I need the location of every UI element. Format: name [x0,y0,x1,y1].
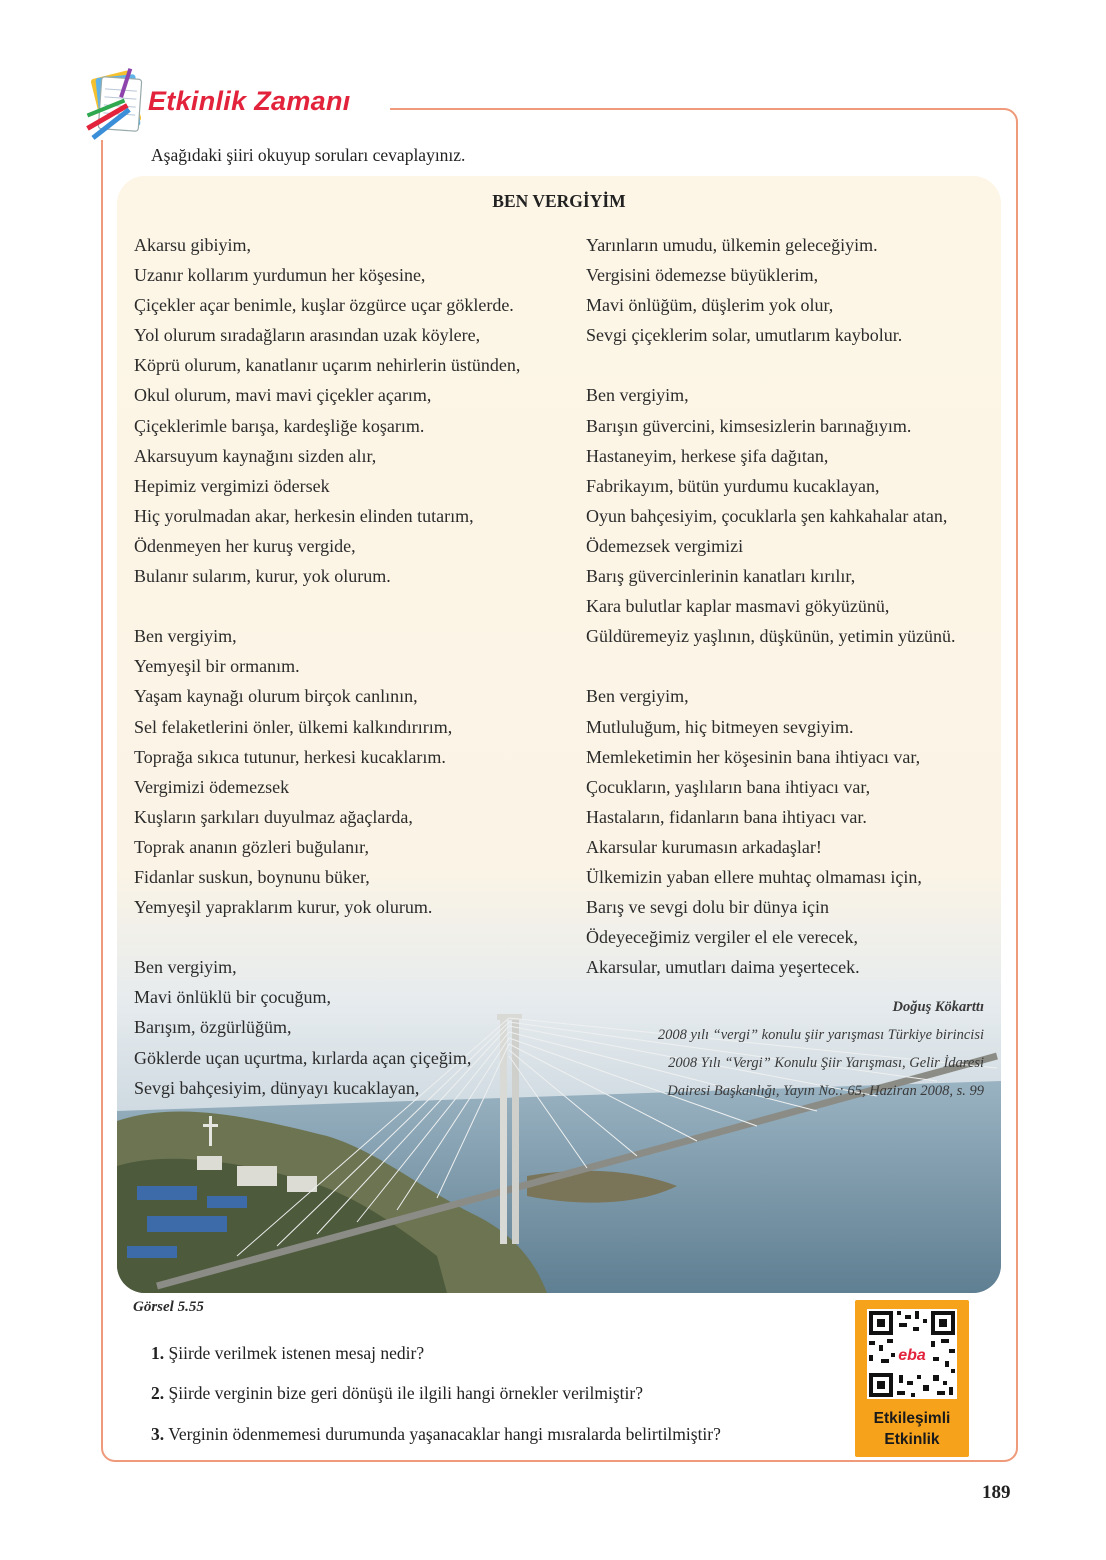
poem-line: Hastaneyim, herkese şifa dağıtan, [586,445,829,466]
poem-line: Memleketimin her köşesinin bana ihtiyacı var, [586,746,921,767]
poem-line: Okul olurum, mavi mavi çiçekler açarım, [134,385,432,406]
poem-line: Vergisini ödemezse büyüklerim, [586,265,819,286]
poem-line [134,922,520,952]
poem-line: Mutluluğum, hiç bitmeyen sevgiyim. [586,716,854,737]
question-text: Verginin ödenmemesi durumunda yaşanacaklar hangi mısralarda belirtilmiştir? [168,1424,721,1444]
poem-line: Yemyeşil yapraklarım kurur, yok olurum. [134,897,433,918]
poem-line: Fidanlar suskun, boynunu büker, [134,866,370,887]
poem-left-column [134,230,520,1103]
poem-line: Göklerde uçan uçurtma, kırlarda açan çiçeğim, [134,1047,472,1068]
poem-line: Bulanır sularım, kurur, yok olurum. [134,566,391,587]
activity-title: Etkinlik Zamanı [148,86,351,116]
poem-line: Hastaların, fidanların bana ihtiyacı var. [586,806,867,827]
poem-line: Ödeyeceğimiz vergiler el ele verecek, [586,927,859,948]
eba-logo: eba [898,1347,926,1364]
question-number: 3. [151,1424,165,1444]
poem-title: BEN VERGİYİM [492,191,626,211]
poem-line: Akarsuyum kaynağını sizden alır, [134,445,377,466]
source-line: 2008 Yılı “Vergi” Konulu Şiir Yarışması, Gelir İdaresi [668,1055,984,1071]
source-line: 2008 yılı “vergi” konulu şiir yarışması Türkiye birincisi [657,1027,984,1043]
question-text: Şiirde verginin bize geri dönüşü ile ilgili hangi örnekler verilmiştir? [168,1383,643,1403]
poem-line: Sel felaketlerini önler, ülkemi kalkındırırım, [134,716,453,737]
page-number: 189 [982,1482,1011,1503]
poem-line: Akarsu gibiyim, [134,235,251,255]
poem-line: Toprağa sıkıca tutunur, herkesi kucaklarım. [134,746,446,767]
qr-label-line2: Etkinlik [884,1431,940,1448]
poem-line: Mavi önlüğüm, düşlerim yok olur, [586,295,834,316]
poem-line: Akarsular, umutları daima yeşertecek. [586,957,860,978]
poem-line: Yaşam kaynağı olurum birçok canlının, [134,686,418,707]
poem-line: Sevgi bahçesiyim, dünyayı kucaklayan, [134,1077,420,1098]
poem-line: Kara bulutlar kaplar masmavi gökyüzünü, [586,596,890,617]
poem-line: Barış güvercinlerinin kanatları kırılır, [586,566,856,587]
poem-author: Doğuş Kökarttı [892,999,984,1015]
instruction-text: Aşağıdaki şiiri okuyup soruları cevaplayınız. [151,145,466,165]
poem-line: Hepimiz vergimizi ödersek [134,475,330,496]
question-number: 1. [151,1343,165,1363]
poem-line: Akarsular kurumasın arkadaşlar! [586,836,822,857]
poem-line [586,651,955,681]
poem-line: Ben vergiyim, [586,385,689,406]
source-line: Dairesi Başkanlığı, Yayın No.: 65, Haziran 2008, s. 99 [667,1083,984,1099]
poem-line: Oyun bahçesiyim, çocuklarla şen kahkahalar atan, [586,505,948,526]
qr-code-icon[interactable] [867,1309,957,1399]
poem-line: Barışın güvercini, kimsesizlerin barınağıyım. [586,415,912,436]
poem-line: Barışım, özgürlüğüm, [134,1017,292,1038]
poem-line: Güldüremeyiz yaşlının, düşkünün, yetimin yüzünü. [586,626,956,647]
question-number: 2. [151,1383,165,1403]
poem-line [586,350,955,380]
poem-line: Mavi önlüklü bir çocuğum, [134,987,331,1008]
poem-line: Fabrikayım, bütün yurdumu kucaklayan, [586,475,880,496]
poem-line: Barış ve sevgi dolu bir dünya için [586,897,829,918]
poem-line: Ben vergiyim, [134,626,237,647]
poem-right-column [586,230,955,982]
poem-line [134,591,520,621]
poem-line: Ben vergiyim, [134,957,237,978]
poem-line: Kuşların şarkıları duyulmaz ağaçlarda, [134,806,413,827]
poem-line: Toprak ananın gözleri buğulanır, [134,836,369,857]
notebook-pencils-icon [78,66,158,146]
poem-line: Ödenmeyen her kuruş vergide, [134,535,356,556]
poem-line: Vergimizi ödemezsek [134,776,290,797]
poem-line: Yemyeşil bir ormanım. [134,656,300,677]
image-caption: Görsel 5.55 [133,1299,204,1315]
question-2 [151,1383,643,1404]
poem-line: Ülkemizin yaban ellere muhtaç olmaması için, [586,866,922,887]
question-text: Şiirde verilmek istenen mesaj nedir? [168,1343,425,1363]
poem-line: Çocukların, yaşlıların bana ihtiyacı var, [586,776,871,797]
poem-card [117,176,1001,1293]
poem-line: Çiçekler açar benimle, kuşlar özgürce uçar göklerde. [134,295,514,316]
poem-line: Çiçeklerimle barışa, kardeşliğe koşarım. [134,415,425,436]
poem-line: Uzanır kollarım yurdumun her köşesine, [134,265,426,286]
qr-label[interactable] [855,1408,969,1450]
poem-line: Yol olurum sıradağların arasından uzak köylere, [134,325,481,346]
poem-line: Ben vergiyim, [586,686,689,707]
poem-line: Sevgi çiçeklerim solar, umutlarım kaybolur. [586,325,903,346]
interactive-activity-qr[interactable] [855,1300,969,1457]
poem-line: Yarınların umudu, ülkemin geleceğiyim. [586,235,878,255]
poem-line: Hiç yorulmadan akar, herkesin elinden tutarım, [134,505,474,526]
qr-label-line1: Etkileşimli [873,1410,951,1427]
poem-attribution [658,993,984,1105]
question-3 [151,1424,721,1445]
poem-line: Ödemezsek vergimizi [586,535,744,556]
question-1 [151,1343,424,1364]
poem-line: Köprü olurum, kanatlanır uçarım nehirlerin üstünden, [134,355,521,376]
